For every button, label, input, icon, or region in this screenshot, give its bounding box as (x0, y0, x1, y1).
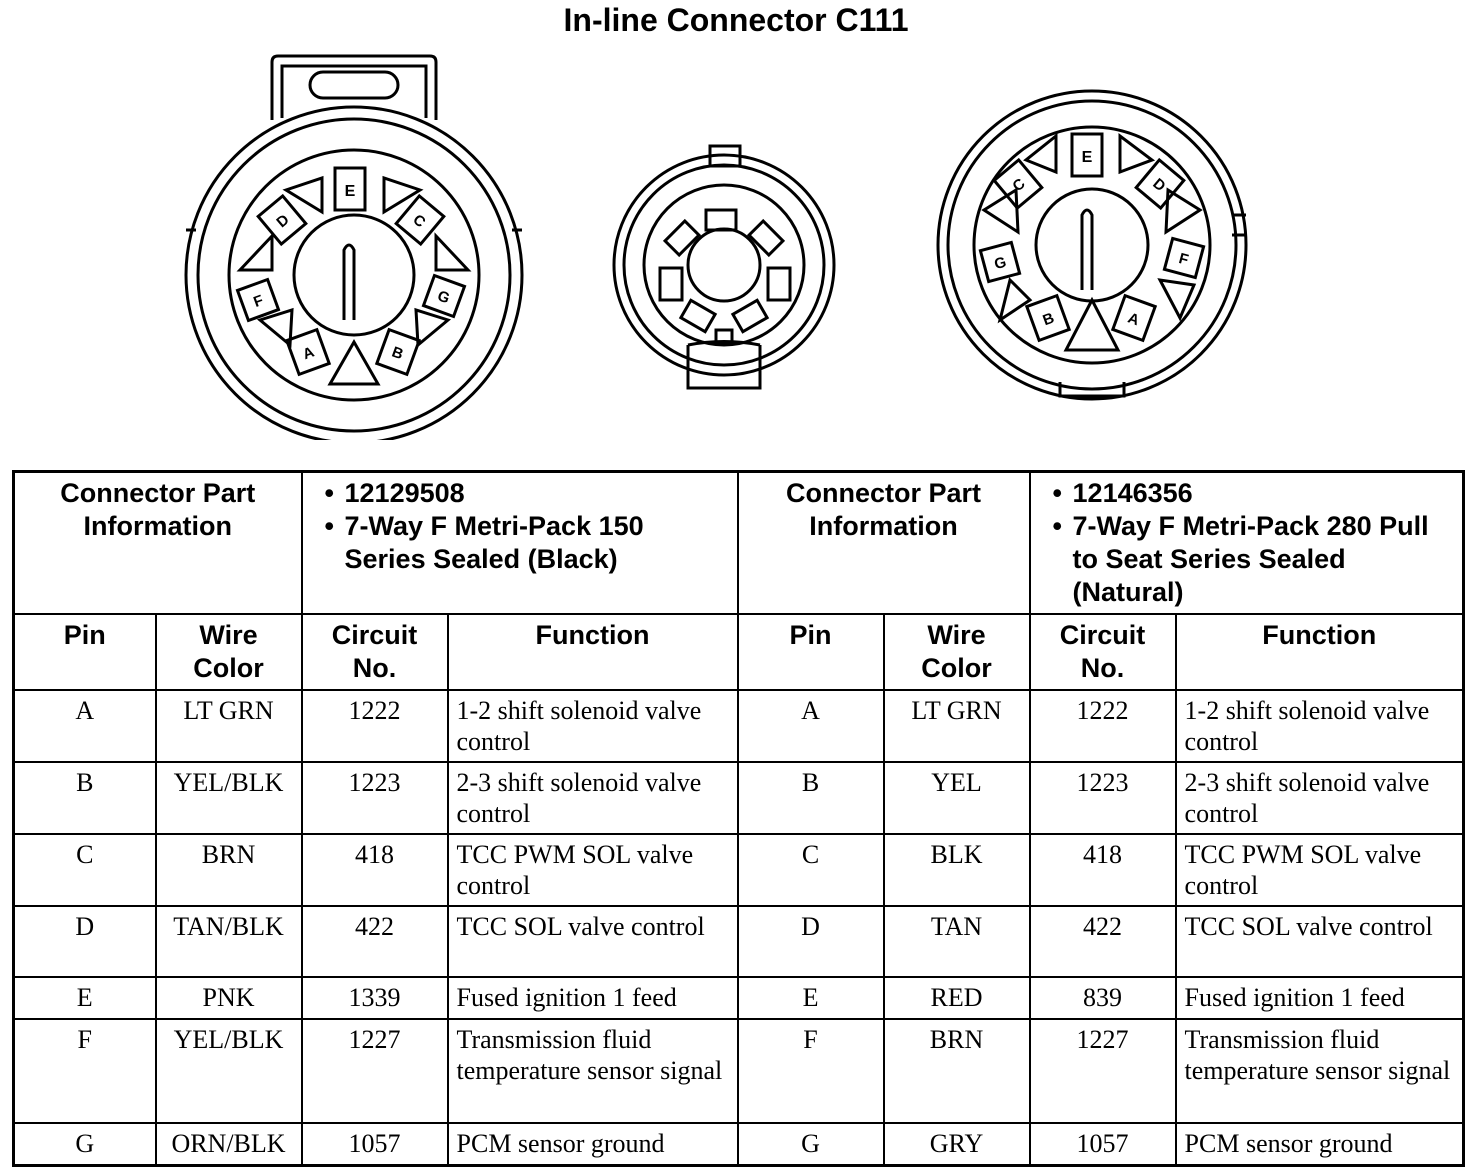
table-row (14, 762, 1464, 834)
wire-color-cell: YEL (884, 762, 1030, 834)
wire-color-cell: TAN/BLK (156, 906, 302, 977)
col-wire-color-b: Wire Color (884, 614, 1030, 690)
pin-b-cell: F (738, 1019, 884, 1123)
circuit-cell: 422 (1030, 906, 1176, 977)
col-pin-a: Pin (14, 614, 156, 690)
pin-b-cell: B (738, 762, 884, 834)
svg-text:G: G (992, 253, 1009, 274)
wire-color-cell: LT GRN (884, 690, 1030, 762)
function-cell: Transmission fluid temperature sensor signal (448, 1019, 738, 1123)
circuit-cell: 1223 (1030, 762, 1176, 834)
left-pin-b (377, 330, 419, 375)
right-pin-f (1164, 238, 1203, 277)
right-pin-e (1072, 134, 1102, 176)
wire-color-cell: YEL/BLK (156, 1019, 302, 1123)
circuit-cell: 418 (1030, 834, 1176, 906)
left-pin-a (287, 330, 329, 375)
connector-info-row (14, 472, 1464, 615)
function-cell: Fused ignition 1 feed (1176, 977, 1464, 1019)
circuit-cell: 1227 (1030, 1019, 1176, 1123)
col-wire-color-a: Wire Color (156, 614, 302, 690)
table-row (14, 1123, 1464, 1165)
col-pin-b: Pin (738, 614, 884, 690)
left-pin-f (237, 279, 278, 320)
circuit-cell: 1223 (302, 762, 448, 834)
svg-text:F: F (1176, 250, 1191, 269)
function-cell: Fused ignition 1 feed (448, 977, 738, 1019)
pin-b-cell: A (738, 690, 884, 762)
pin-a-cell: G (14, 1123, 156, 1165)
pin-b-cell: D (738, 906, 884, 977)
wire-color-cell: BLK (884, 834, 1030, 906)
wire-color-cell: GRY (884, 1123, 1030, 1165)
wire-color-cell: BRN (884, 1019, 1030, 1123)
svg-text:E: E (344, 183, 356, 200)
table-row (14, 977, 1464, 1019)
function-cell: 2-3 shift solenoid valve control (1176, 762, 1464, 834)
connector-b-description: • 7-Way F Metri-Pack 280 Pull to Seat Series Sealed (Natural) (1059, 510, 1455, 609)
circuit-cell: 1222 (302, 690, 448, 762)
function-cell: 1-2 shift solenoid valve control (1176, 690, 1464, 762)
function-cell: PCM sensor ground (1176, 1123, 1464, 1165)
left-pin-g (423, 275, 464, 316)
svg-text:C: C (409, 211, 429, 232)
right-pin-d (1136, 160, 1184, 208)
right-pin-b (1027, 296, 1069, 341)
function-cell: TCC SOL valve control (448, 906, 738, 977)
connector-a-description: • 7-Way F Metri-Pack 150 Series Sealed (Black) (331, 510, 729, 576)
svg-text:B: B (389, 343, 406, 364)
svg-text:G: G (435, 287, 452, 308)
table-row (14, 906, 1464, 977)
svg-text:C: C (1009, 175, 1029, 196)
table-row (14, 1019, 1464, 1123)
function-cell: 2-3 shift solenoid valve control (448, 762, 738, 834)
pin-a-cell: C (14, 834, 156, 906)
circuit-cell: 1222 (1030, 690, 1176, 762)
svg-text:B: B (1040, 309, 1057, 330)
circuit-cell: 1227 (302, 1019, 448, 1123)
wire-color-cell: RED (884, 977, 1030, 1019)
pinout-table (12, 470, 1465, 1167)
col-function-b: Function (1176, 614, 1464, 690)
column-header-row (14, 614, 1464, 690)
right-connector-drawing (938, 91, 1246, 399)
svg-text:D: D (1149, 175, 1169, 196)
table-row (14, 690, 1464, 762)
connector-b-part-number: • 12146356 (1059, 477, 1455, 510)
svg-text:E: E (1081, 149, 1093, 166)
connector-a-details (302, 472, 738, 615)
table-row (14, 834, 1464, 906)
connector-b-label: Connector Part Information (738, 472, 1030, 615)
function-cell: Transmission fluid temperature sensor signal (1176, 1019, 1464, 1123)
left-pin-e (335, 168, 365, 210)
circuit-cell: 1057 (302, 1123, 448, 1165)
circuit-cell: 1057 (1030, 1123, 1176, 1165)
wire-color-cell: ORN/BLK (156, 1123, 302, 1165)
function-cell: PCM sensor ground (448, 1123, 738, 1165)
pin-b-cell: C (738, 834, 884, 906)
col-circuit-a: Circuit No. (302, 614, 448, 690)
middle-connector-drawing (614, 146, 834, 388)
pin-a-cell: A (14, 690, 156, 762)
svg-text:D: D (273, 211, 293, 232)
circuit-cell: 418 (302, 834, 448, 906)
col-function-a: Function (448, 614, 738, 690)
pin-b-cell: E (738, 977, 884, 1019)
function-cell: 1-2 shift solenoid valve control (448, 690, 738, 762)
left-connector-drawing (186, 56, 522, 440)
pin-a-cell: E (14, 977, 156, 1019)
wire-color-cell: LT GRN (156, 690, 302, 762)
left-pin-d (258, 196, 306, 244)
svg-text:F: F (251, 291, 266, 311)
svg-text:A: A (1125, 309, 1142, 330)
pin-b-cell: G (738, 1123, 884, 1165)
function-cell: TCC PWM SOL valve control (448, 834, 738, 906)
function-cell: TCC SOL valve control (1176, 906, 1464, 977)
diagram-title: In-line Connector C111 (563, 2, 909, 38)
right-pin-a (1113, 296, 1155, 341)
pin-a-cell: F (14, 1019, 156, 1123)
connector-b-details (1030, 472, 1464, 615)
wire-color-cell: TAN (884, 906, 1030, 977)
right-pin-g (980, 242, 1019, 281)
col-circuit-b: Circuit No. (1030, 614, 1176, 690)
svg-text:A: A (300, 343, 317, 364)
wire-color-cell: BRN (156, 834, 302, 906)
pin-a-cell: B (14, 762, 156, 834)
function-cell: TCC PWM SOL valve control (1176, 834, 1464, 906)
wire-color-cell: PNK (156, 977, 302, 1019)
connector-a-part-number: • 12129508 (331, 477, 729, 510)
pin-a-cell: D (14, 906, 156, 977)
circuit-cell: 422 (302, 906, 448, 977)
wire-color-cell: YEL/BLK (156, 762, 302, 834)
connector-a-label: Connector Part Information (14, 472, 302, 615)
connector-illustrations (0, 40, 1472, 440)
circuit-cell: 1339 (302, 977, 448, 1019)
circuit-cell: 839 (1030, 977, 1176, 1019)
